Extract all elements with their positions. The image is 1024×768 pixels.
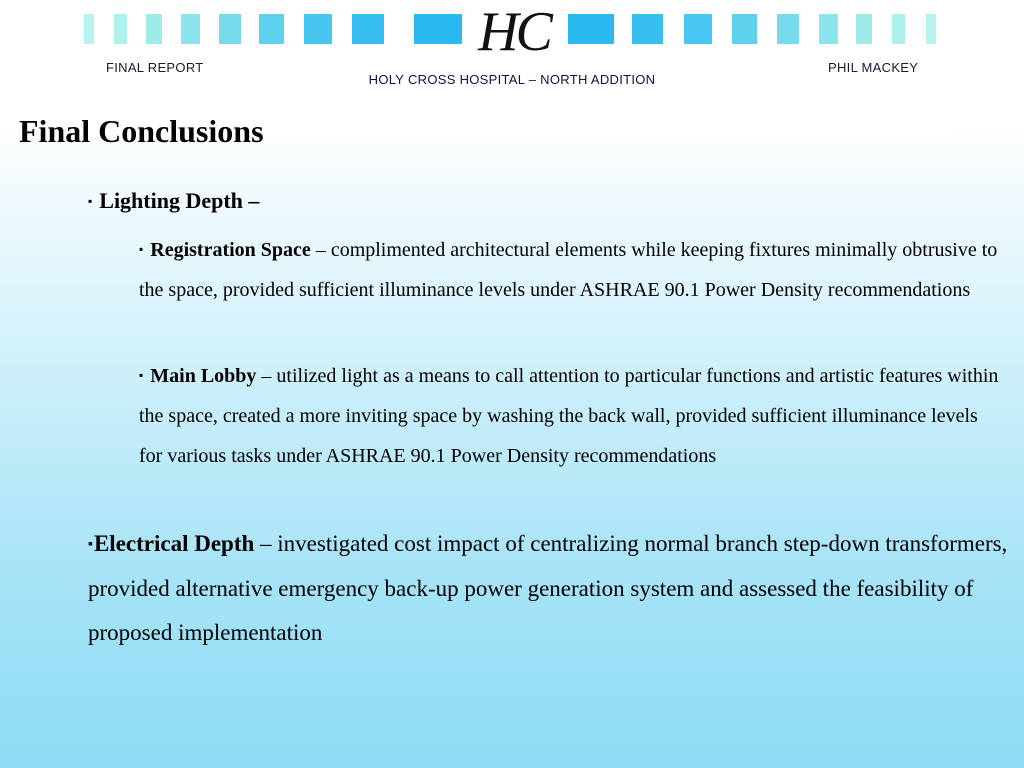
bullet-glyph: ▪ <box>88 537 93 552</box>
bullet-glyph: ▪ <box>88 194 93 208</box>
report-label: FINAL REPORT <box>106 60 204 75</box>
bullet-lighting-depth <box>88 186 259 216</box>
bullet-glyph: ▪ <box>139 368 144 382</box>
hc-logo: HC <box>478 1 550 63</box>
sub-bullet-registration-space <box>139 229 999 310</box>
sub-bullet-heading: Main Lobby <box>150 365 257 387</box>
sub-bullet-text: – complimented architectural elements while keeping fixtures minimally obtrusive to the space, provided sufficient illuminance levels under ASHRAE 90.1 Power Density recommendations <box>139 239 998 301</box>
author-label: PHIL MACKEY <box>828 60 919 75</box>
sub-bullet-text: – utilized light as a means to call attention to particular functions and artistic features within the space, created a more inviting space by washing the back wall, provided sufficient illuminance levels for various tasks under ASHRAE 90.1 Power Density recommendations <box>139 365 999 467</box>
sub-bullet-heading: Registration Space <box>150 239 311 261</box>
project-subtitle: HOLY CROSS HOSPITAL – NORTH ADDITION <box>368 72 656 87</box>
bullet-heading: Electrical Depth <box>93 531 255 556</box>
slide-title: Final Conclusions <box>19 113 264 149</box>
bullet-heading: Lighting Depth – <box>99 188 260 213</box>
bullet-glyph: ▪ <box>139 242 144 256</box>
bullet-text: – investigated cost impact of centralizing normal branch step-down transformers, provided alternative emergency back-up power generation system and assessed the feasibility of proposed implementation <box>88 531 1008 645</box>
bullet-electrical-depth <box>88 522 1008 655</box>
sub-bullet-main-lobby <box>139 355 999 476</box>
